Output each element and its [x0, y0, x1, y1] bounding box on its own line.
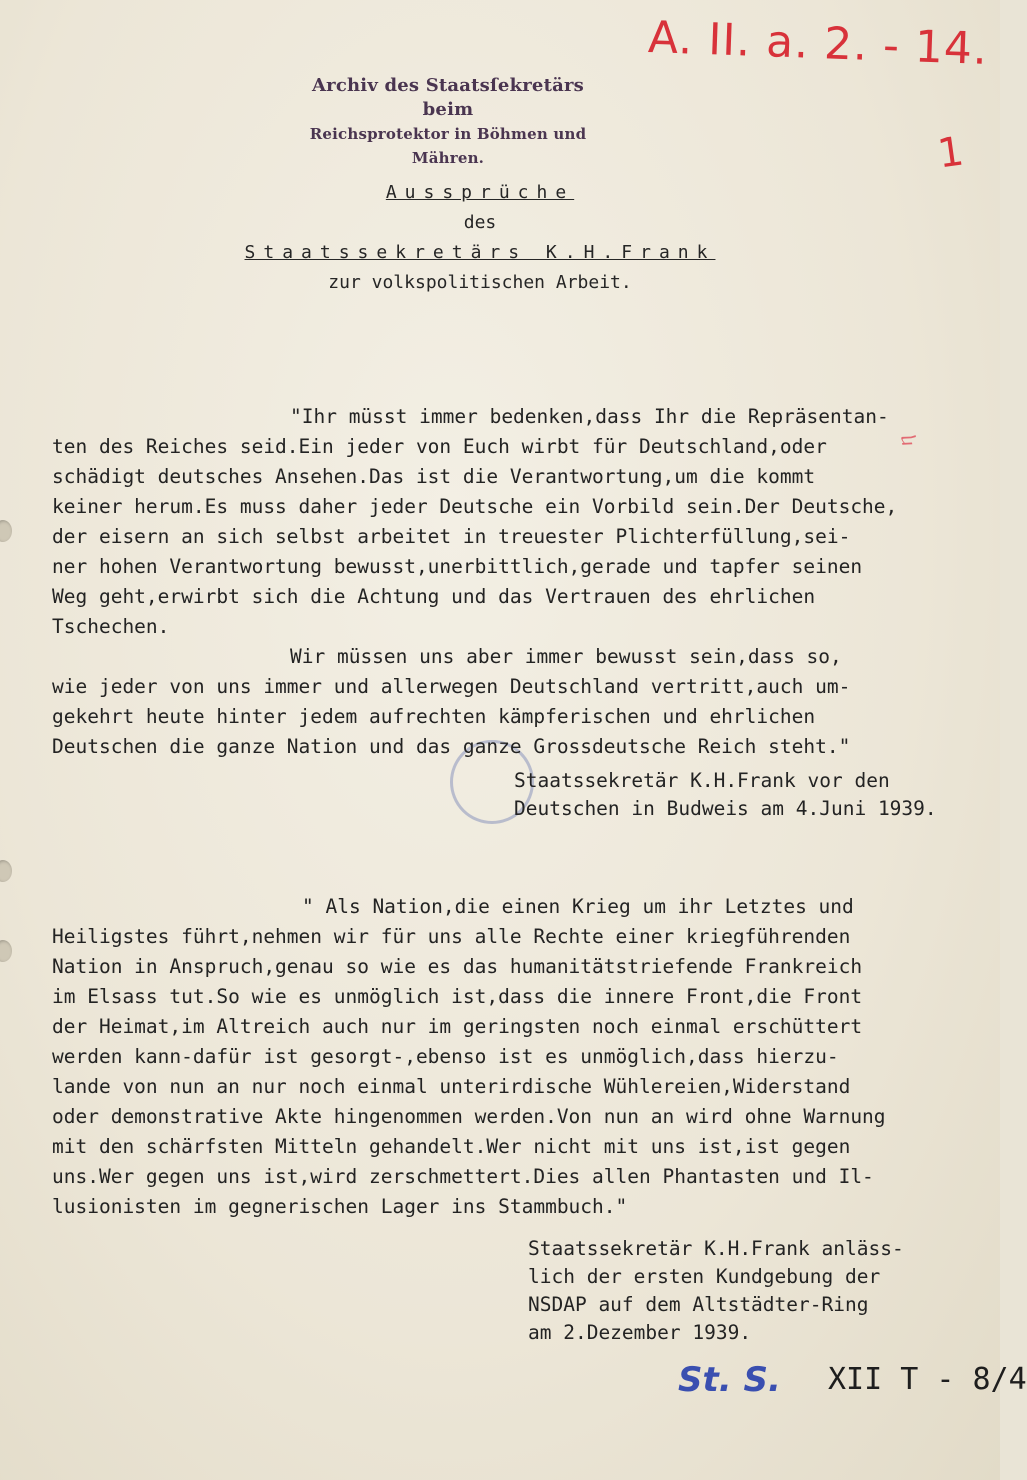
- quote2-line: mit den schärfsten Mitteln gehandelt.Wer nicht mit uns ist,ist gegen: [52, 1135, 851, 1158]
- title-line-2: des: [463, 212, 497, 233]
- quote1-line: Deutschen die ganze Nation und das ganze Grossdeutsche Reich steht.": [52, 735, 851, 758]
- archive-stamp: [288, 74, 608, 170]
- archive-stamp-line2: Reichsprotektor in Böhmen und Mähren.: [309, 125, 587, 167]
- title-line-1: Aussprüche: [385, 182, 575, 203]
- punch-hole: [0, 940, 12, 962]
- quote2-line: oder demonstrative Akte hingenommen werden.Von nun an wird ohne Warnung: [52, 1105, 886, 1128]
- quote1-attribution-line: Deutschen in Budweis am 4.Juni 1939.: [514, 797, 937, 820]
- document-title: [140, 178, 820, 298]
- quote2-line: im Elsass tut.So wie es unmöglich ist,dass die innere Front,die Front: [52, 985, 863, 1008]
- quote1-line: ner hohen Verantwortung bewusst,unerbittlich,gerade und tapfer seinen: [52, 555, 863, 578]
- quote2-line: Nation in Anspruch,genau so wie es das humanitätstriefende Frankreich: [52, 955, 863, 978]
- punch-hole: [0, 860, 12, 882]
- quote2-attribution-line: am 2.Dezember 1939.: [528, 1321, 752, 1344]
- quote1-line: schädigt deutsches Ansehen.Das ist die Verantwortung,um die kommt: [52, 465, 816, 488]
- quote1-line: ten des Reiches seid.Ein jeder von Euch wirbt für Deutschland,oder: [52, 435, 827, 458]
- quote2-line: lusionisten im gegnerischen Lager ins Stammbuch.": [52, 1195, 628, 1218]
- quote1-line: wie jeder von uns immer und allerwegen Deutschland vertritt,auch um-: [52, 675, 851, 698]
- quote2-line: " Als Nation,die einen Krieg um ihr Letztes und: [302, 895, 854, 918]
- red-margin-note: ⴑ: [896, 433, 919, 448]
- quote1-line: der eisern an sich selbst arbeitet in treuester Plichterfüllung,sei-: [52, 525, 851, 548]
- quote1-line: "Ihr müsst immer bedenken,dass Ihr die Repräsentan-: [290, 405, 889, 428]
- quote1-line: Wir müssen uns aber immer bewusst sein,dass so,: [290, 645, 842, 668]
- quote2-line: uns.Wer gegen uns ist,wird zerschmettert.Dies allen Phantasten und Il-: [52, 1165, 874, 1188]
- catalogue-mark: A. II. a. 2. - 14.: [647, 12, 989, 75]
- quote1-line: Tschechen.: [52, 615, 170, 638]
- title-line-3: Staatssekretärs K.H.Frank: [244, 242, 716, 263]
- title-line-4: zur volkspolitischen Arbeit.: [328, 272, 632, 293]
- punch-hole: [0, 520, 12, 542]
- quote2-line: der Heimat,im Altreich auch nur im geringsten noch einmal erschüttert: [52, 1015, 863, 1038]
- quote2-line: lande von nun an nur noch einmal unterirdische Wühlereien,Widerstand: [52, 1075, 851, 1098]
- quote1-line: keiner herum.Es muss daher jeder Deutsche ein Vorbild sein.Der Deutsche,: [52, 495, 898, 518]
- quote1-line: Weg geht,erwirbt sich die Achtung und das Vertrauen des ehrlichen: [52, 585, 816, 608]
- quote2-attribution-line: NSDAP auf dem Altstädter-Ring: [528, 1293, 869, 1316]
- quote2-attribution-line: lich der ersten Kundgebung der: [528, 1265, 881, 1288]
- archive-stamp-line1: Archiv des Staatsſekretärs beim: [312, 75, 584, 120]
- reference-number: XII T - 8/4: [828, 1362, 1027, 1397]
- quote1-line: gekehrt heute hinter jedem aufrechten kämpferischen und ehrlichen: [52, 705, 816, 728]
- reference-stamp: St. S.: [678, 1360, 781, 1400]
- page-number-mark: 1: [934, 128, 967, 178]
- quote2-line: werden kann-dafür ist gesorgt-,ebenso ist es unmöglich,dass hierzu-: [52, 1045, 839, 1068]
- quote1-attribution-line: Staatssekretär K.H.Frank vor den: [514, 769, 890, 792]
- quote2-line: Heiligstes führt,nehmen wir für uns alle Rechte einer kriegführenden: [52, 925, 851, 948]
- quote2-attribution-line: Staatssekretär K.H.Frank anläss-: [528, 1237, 904, 1260]
